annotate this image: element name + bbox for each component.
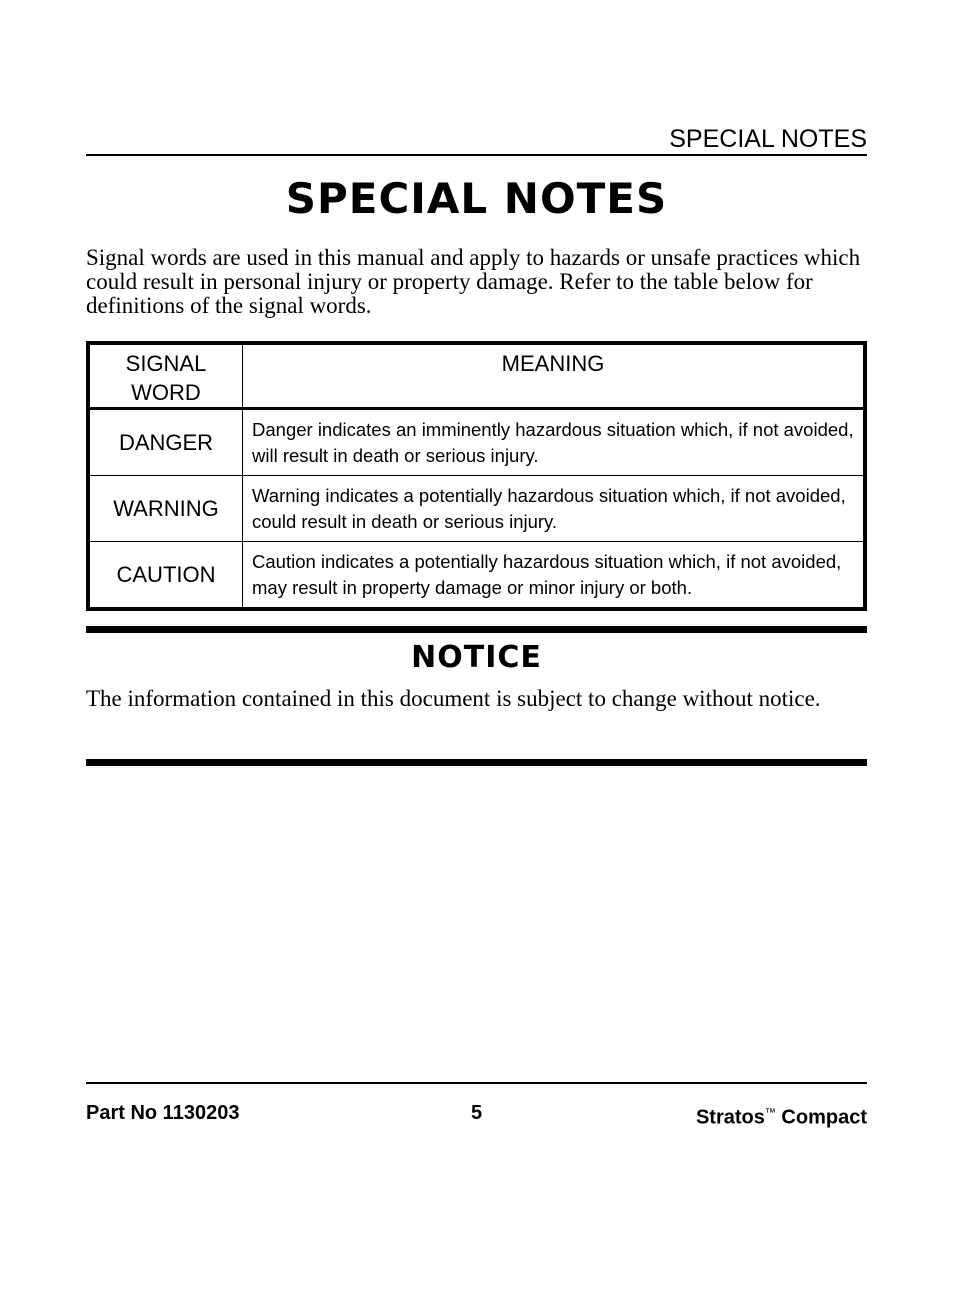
notice-bottom-rule [86, 759, 867, 766]
table-header-row [88, 343, 865, 409]
product-name-suffix: Compact [781, 1106, 867, 1129]
signal-word-header-line2: WORD [131, 380, 201, 405]
meaning-warning: Warning indicates a potentially hazardous situation which, if not avoided, could result in death or serious injury. [243, 476, 866, 542]
table-row-caution [88, 542, 865, 610]
table-row-danger [88, 409, 865, 476]
intro-paragraph: Signal words are used in this manual and apply to hazards or unsafe practices which could result in personal injury or property damage. Refer to the table below for definitions of the signal words. [86, 245, 861, 318]
product-name-base: Stratos [695, 1106, 765, 1129]
notice-text: The information contained in this document is subject to change without notice. [86, 686, 821, 711]
signal-word-caution: CAUTION [88, 542, 243, 610]
table-row-warning [88, 476, 865, 542]
signal-word-header-line1: SIGNAL [125, 351, 207, 376]
signal-words-table [86, 341, 867, 611]
signal-word-warning: WARNING [88, 476, 243, 542]
signal-word-header [88, 343, 243, 409]
page-title: SPECIAL NOTES [285, 174, 668, 223]
meaning-caution: Caution indicates a potentially hazardous situation which, if not avoided, may result in property damage or minor injury or both. [243, 542, 866, 610]
product-name [696, 1099, 867, 1132]
meaning-header: MEANING [243, 343, 866, 409]
footer-rule [86, 1082, 867, 1084]
trademark-symbol: ™ [764, 1107, 776, 1119]
notice-title: NOTICE [411, 640, 542, 675]
header-rule [86, 154, 867, 156]
signal-word-danger: DANGER [88, 409, 243, 476]
page-footer [86, 1099, 867, 1127]
page-number: 5 [470, 1102, 483, 1124]
notice-top-rule [86, 626, 867, 633]
part-number: Part No 1130203 [86, 1102, 240, 1124]
running-head: SPECIAL NOTES [669, 125, 867, 153]
meaning-danger: Danger indicates an imminently hazardous situation which, if not avoided, will result in death or serious injury. [243, 409, 866, 476]
